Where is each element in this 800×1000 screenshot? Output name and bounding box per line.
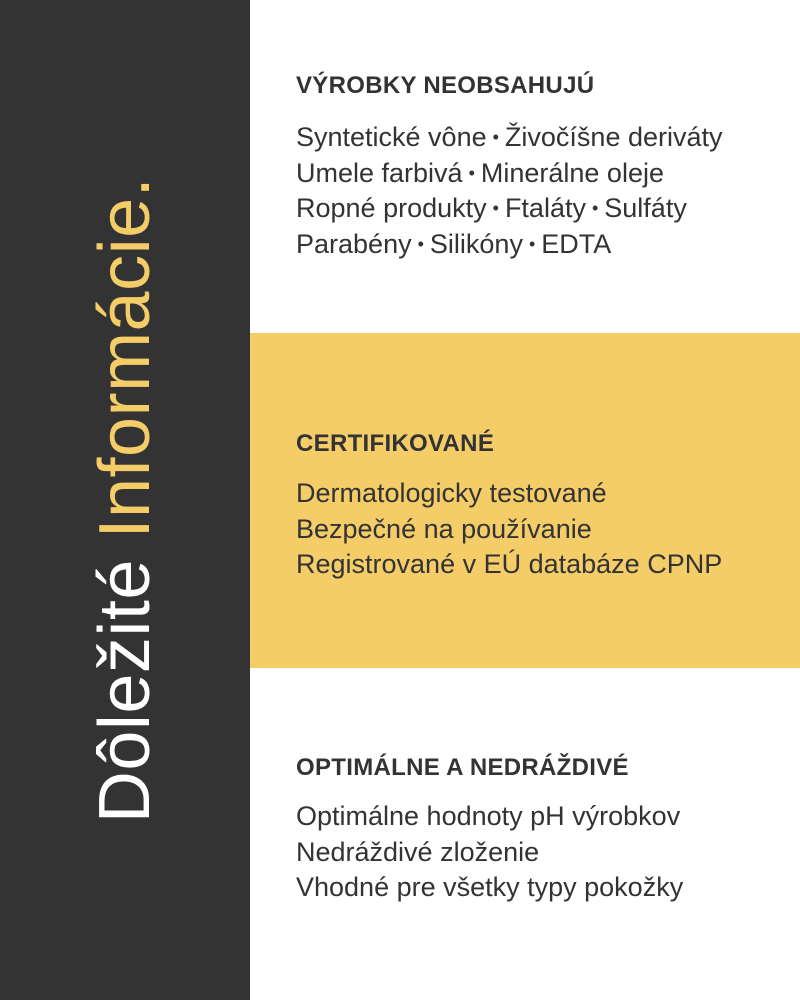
title-word-1: Dôležité	[85, 559, 165, 824]
title-word-2: Informácie.	[85, 176, 165, 539]
list-item: Vhodné pre všetky typy pokožky	[296, 872, 684, 902]
list-item: Umele farbivá	[296, 157, 463, 188]
list-item: Ropné produkty	[296, 193, 487, 223]
bullet-icon: •	[492, 127, 499, 147]
list-item: Minerálne oleje	[480, 157, 664, 188]
list-line	[296, 156, 723, 192]
section-list	[296, 120, 723, 262]
list-item: Parabény	[296, 228, 412, 259]
bullet-icon: •	[591, 198, 599, 218]
list-item: Ftaláty	[504, 193, 586, 223]
section-list	[296, 476, 722, 583]
list-item: EDTA	[541, 228, 612, 259]
section-ingredients-free	[250, 0, 800, 333]
list-line	[296, 120, 723, 156]
list-item: Bezpečné na používanie	[296, 513, 592, 544]
page-title	[85, 176, 165, 824]
list-item: Silikóny	[429, 228, 523, 259]
list-item: Nedráždivé zloženie	[296, 836, 540, 867]
list-item: Optimálne hodnoty pH výrobkov	[296, 801, 681, 831]
sidebar-panel	[0, 0, 250, 1000]
bullet-icon: •	[468, 162, 475, 183]
section-heading: VÝROBKY NEOBSAHUJÚ	[296, 72, 595, 99]
list-item: Dermatologicky testované	[296, 478, 607, 508]
list-item: Syntetické vône	[296, 122, 487, 152]
bullet-icon: •	[417, 233, 424, 254]
section-certified	[250, 333, 800, 668]
section-heading: CERTIFIKOVANÉ	[296, 430, 495, 457]
bullet-icon: •	[528, 233, 536, 254]
list-item: Živočíšne deriváty	[504, 122, 723, 152]
bullet-icon: •	[492, 198, 499, 218]
list-item: Registrované v EÚ databáze CPNP	[296, 549, 723, 579]
section-optimal	[250, 668, 800, 1000]
section-list	[296, 799, 683, 906]
section-heading: OPTIMÁLNE A NEDRÁŽDIVÉ	[296, 754, 629, 781]
list-line	[296, 191, 723, 227]
list-line	[296, 227, 723, 263]
list-item: Sulfáty	[604, 193, 687, 223]
